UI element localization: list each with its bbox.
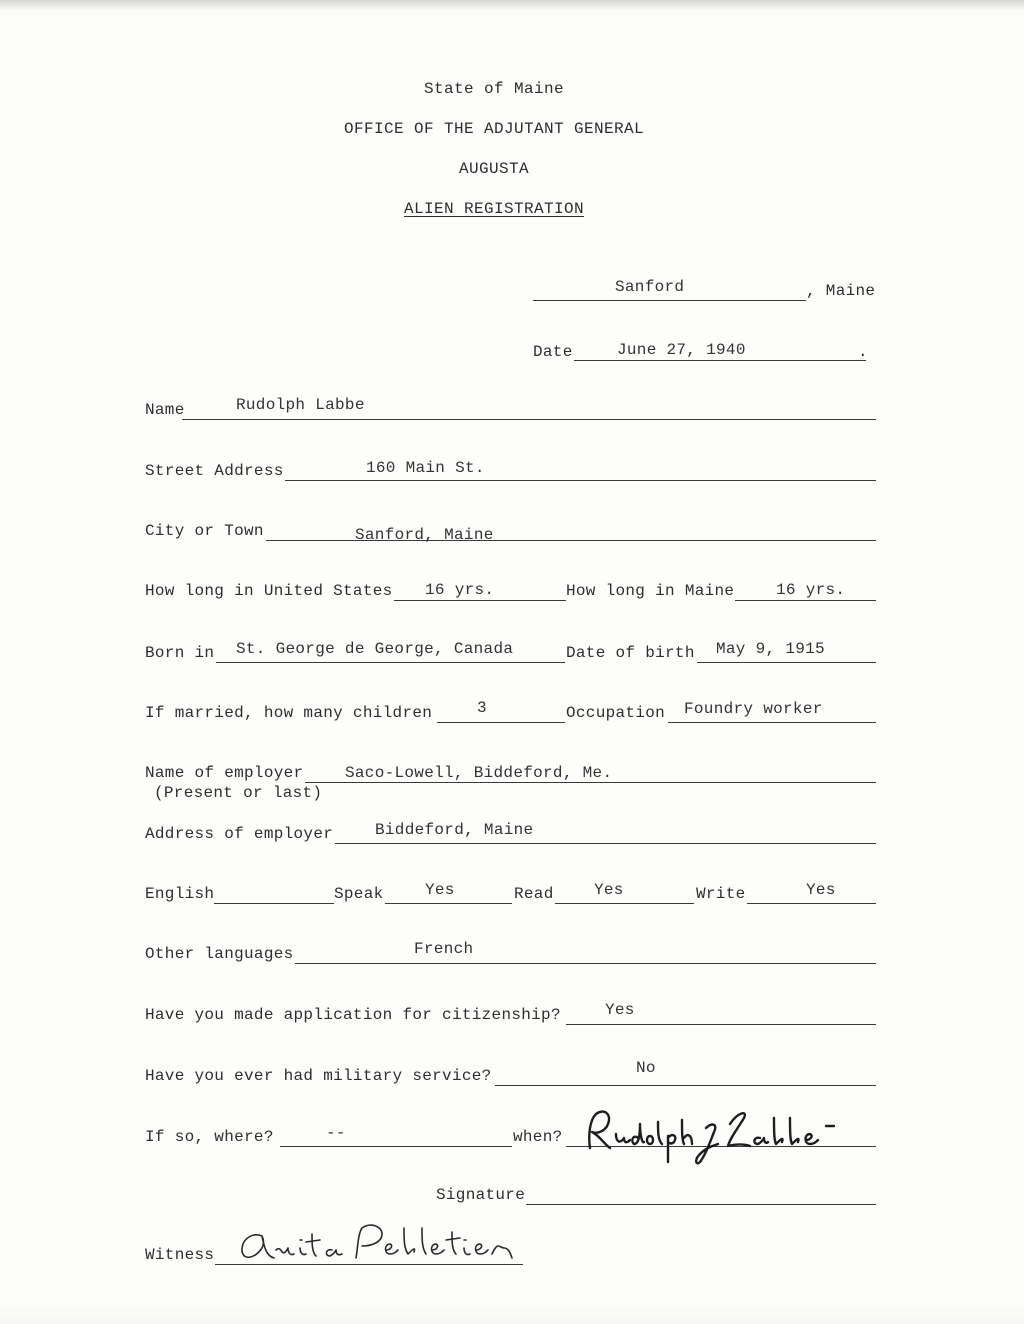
header-city: AUGUSTA — [458, 160, 529, 178]
citizenship-label: Have you made application for citizenship? — [145, 1006, 561, 1024]
how-long-maine-label: How long in Maine — [566, 582, 735, 600]
born-in-line — [216, 662, 565, 663]
employer-line — [305, 782, 876, 783]
english-line — [214, 903, 334, 904]
employer-address-line — [335, 843, 876, 844]
other-languages-line — [295, 963, 876, 964]
name-value: Rudolph Labbe — [236, 396, 365, 414]
read-value: Yes — [594, 881, 624, 899]
state-suffix: , Maine — [806, 282, 876, 300]
born-in-label: Born in — [145, 644, 215, 662]
military-line — [495, 1085, 876, 1086]
name-line — [182, 419, 876, 420]
how-long-maine-line — [735, 600, 876, 601]
form-title: ALIEN REGISTRATION — [403, 200, 585, 218]
how-long-us-value: 16 yrs. — [425, 581, 495, 599]
city-value: Sanford, Maine — [355, 526, 494, 544]
other-languages-label: Other languages — [145, 945, 294, 963]
employer-sublabel: (Present or last) — [154, 784, 323, 802]
city-label: City or Town — [145, 522, 264, 540]
signature-line — [526, 1204, 876, 1205]
speak-line — [385, 903, 512, 904]
street-address-label: Street Address — [145, 462, 284, 480]
speak-value: Yes — [425, 881, 455, 899]
handwritten-signature — [578, 1104, 858, 1168]
street-address-line — [285, 480, 876, 481]
read-line — [555, 903, 694, 904]
how-long-maine-value: 16 yrs. — [776, 581, 846, 599]
speak-label: Speak — [334, 885, 384, 903]
town-value: Sanford — [615, 278, 685, 296]
witness-label: Witness — [145, 1246, 215, 1264]
children-line — [437, 722, 565, 723]
citizenship-line — [566, 1024, 876, 1025]
english-label: English — [145, 885, 215, 903]
occupation-value: Foundry worker — [684, 700, 823, 718]
how-long-us-line — [394, 600, 566, 601]
date-line — [574, 360, 866, 361]
military-label: Have you ever had military service? — [145, 1067, 492, 1085]
other-languages-value: French — [414, 940, 474, 958]
date-end-mark: . — [858, 343, 868, 361]
name-label: Name — [145, 401, 185, 419]
date-of-birth-value: May 9, 1915 — [716, 640, 825, 658]
read-label: Read — [514, 885, 554, 903]
employer-address-label: Address of employer — [145, 825, 334, 843]
date-of-birth-label: Date of birth — [566, 644, 695, 662]
where-value: -- — [326, 1124, 346, 1142]
children-label: If married, how many children — [145, 704, 433, 722]
header-state: State of Maine — [423, 80, 565, 98]
when-label: when? — [513, 1128, 563, 1146]
where-line — [280, 1146, 512, 1147]
employer-label: Name of employer — [145, 764, 304, 782]
where-label: If so, where? — [145, 1128, 274, 1146]
write-value: Yes — [806, 881, 836, 899]
employer-address-value: Biddeford, Maine — [375, 821, 534, 839]
write-line — [747, 903, 876, 904]
date-of-birth-line — [697, 662, 876, 663]
write-label: Write — [696, 885, 746, 903]
date-label: Date — [533, 343, 573, 361]
header-office: OFFICE OF THE ADJUTANT GENERAL — [343, 120, 645, 138]
children-value: 3 — [477, 699, 487, 717]
occupation-label: Occupation — [566, 704, 666, 722]
town-line — [533, 300, 806, 301]
occupation-line — [668, 722, 876, 723]
date-value: June 27, 1940 — [617, 341, 746, 359]
witness-handwritten-signature — [236, 1218, 526, 1274]
signature-label: Signature — [436, 1186, 526, 1204]
employer-value: Saco-Lowell, Biddeford, Me. — [345, 764, 613, 782]
born-in-value: St. George de George, Canada — [236, 640, 514, 658]
how-long-us-label: How long in United States — [145, 582, 393, 600]
military-value: No — [636, 1059, 656, 1077]
street-address-value: 160 Main St. — [366, 459, 485, 477]
citizenship-value: Yes — [605, 1001, 635, 1019]
scan-edge — [0, 0, 1024, 10]
